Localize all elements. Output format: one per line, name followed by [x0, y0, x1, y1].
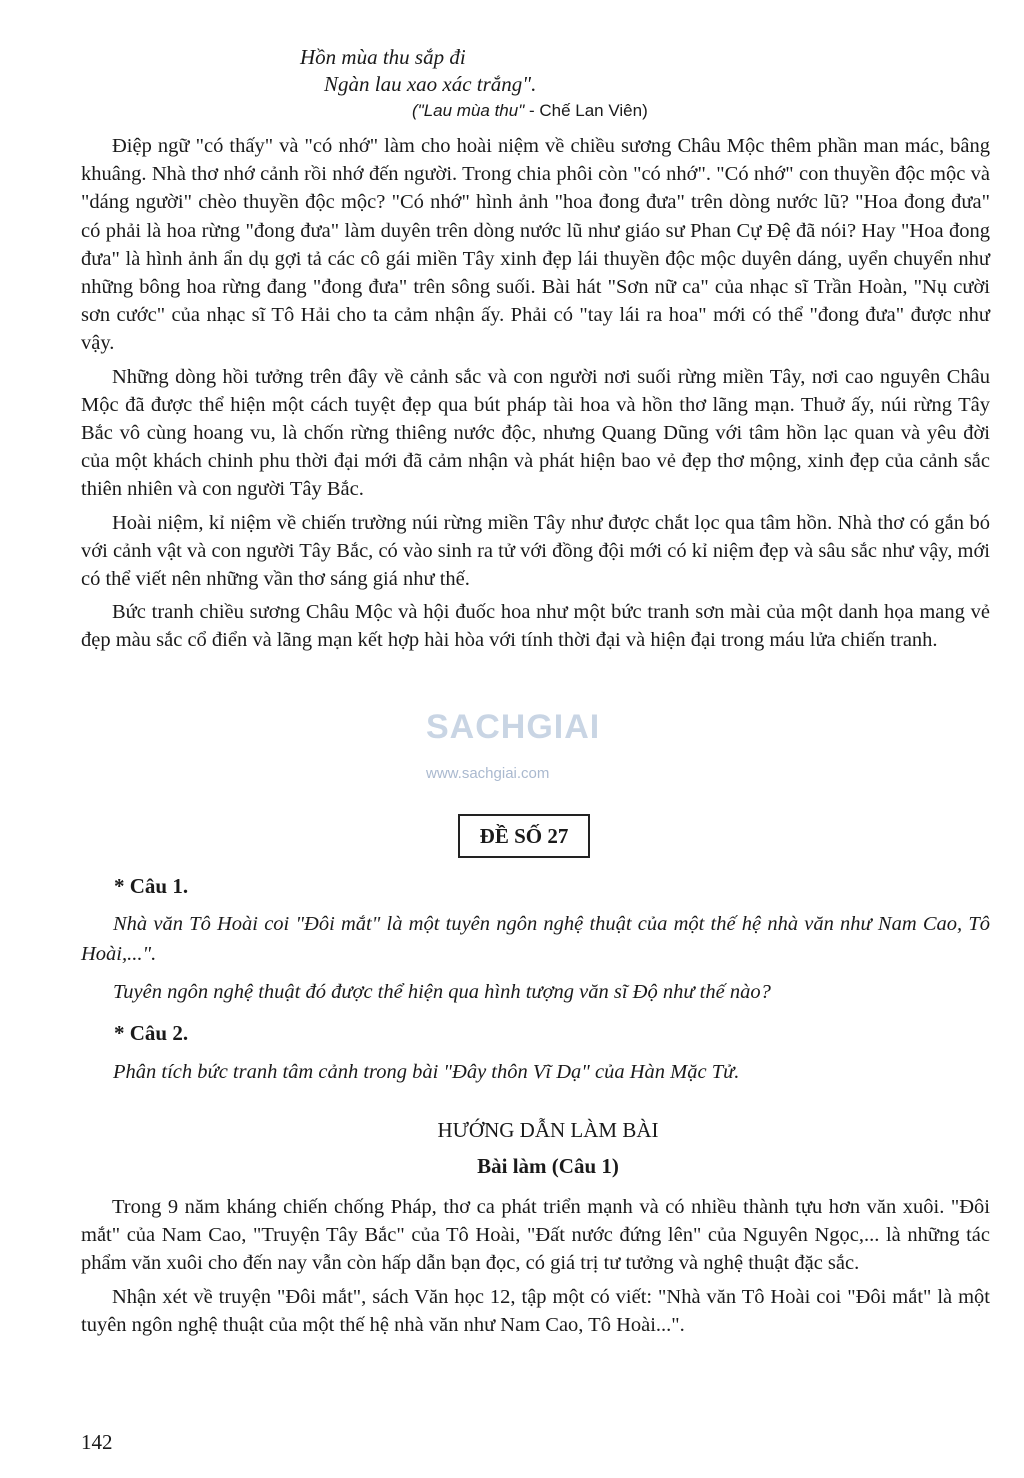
exam-title-box — [458, 814, 590, 858]
poem-citation — [412, 101, 648, 121]
question-2-label: * Câu 2. — [114, 1021, 189, 1045]
exam-title: ĐỀ SỐ 27 — [479, 823, 569, 848]
paragraph: Bức tranh chiều sương Châu Mộc và hội đuốc hoa như một bức tranh sơn mài của một danh họa mang vẻ đẹp màu sắc cổ điển và lãng mạn kết hợp hài hòa với tính thời đại và hiện đại trong máu lửa chiến tranh. — [81, 601, 990, 652]
paragraph: Nhận xét về truyện "Đôi mắt", sách Văn học 12, tập một có viết: "Nhà văn Tô Hoài coi "Đôi mắt" là một tuyên ngôn nghệ thuật của một thế hệ nhà văn như Nam Cao, Tô Hoài...". — [81, 1285, 990, 1336]
citation-author: - Chế Lan Viên) — [524, 101, 648, 120]
question-1-line-1: Nhà văn Tô Hoài coi "Đôi mắt" là một tuyên ngôn nghệ thuật của một thế hệ nhà văn như Nam Cao, Tô Hoài,...". — [81, 913, 990, 965]
paragraph: Hoài niệm, kỉ niệm về chiến trường núi rừng miền Tây như được chắt lọc qua tâm hồn. Nhà thơ có gắn bó với cảnh vật và con người Tây Bắc, có vào sinh ra tử với đồng đội mới có kỉ niệm đẹp và sâu sắc như vậy, mới có thể viết nên những vần thơ sáng giá như thế. — [81, 511, 990, 591]
guide-subheading: Bài làm (Câu 1) — [477, 1154, 619, 1178]
page-number: 142 — [81, 1430, 113, 1454]
watermark-logo: SACHGIAI — [426, 708, 601, 746]
question-1-line-2: Tuyên ngôn nghệ thuật đó được thể hiện qua hình tượng văn sĩ Độ như thế nào? — [113, 981, 771, 1003]
question-2-line: Phân tích bức tranh tâm cảnh trong bài "Đây thôn Vĩ Dạ" của Hàn Mặc Tử. — [113, 1061, 740, 1083]
question-1-text — [81, 909, 990, 1007]
citation-title: ("Lau mùa thu" — [412, 101, 525, 120]
paragraph: Những dòng hồi tưởng trên đây về cảnh sắc và con người nơi suối rừng miền Tây, nơi cao nguyên Châu Mộc đã được thể hiện một cách tuyệt đẹp qua bút pháp tài hoa và hồn thơ lãng mạn. Thuở ấy, núi rừng Tây Bắc vô cùng hoang vu, là chốn rừng thiêng nước độc, nhưng Quang Dũng với tâm hồn lạc quan và yêu đời của một khách chinh phu thời đại mới đã cảm nhận và phát hiện bao vẻ đẹp thơ mộng, xinh đẹp của cảnh sắc thiên nhiên và con người Tây Bắc. — [81, 365, 990, 501]
paragraph: Điệp ngữ "có thấy" và "có nhớ" làm cho hoài niệm về chiều sương Châu Mộc thêm phần man mác, bâng khuâng. Nhà thơ nhớ cảnh rồi nhớ đến người. Trong chia phôi còn "có nhớ". "Có nhớ" con thuyền độc mộc và "dáng người" chèo thuyền độc mộc? "Có nhớ" hình ảnh "hoa đong đưa" trên dòng nước lũ? "Hoa đong đưa" có phải là hoa rừng "đong đưa" làm duyên trên dòng nước lũ như giáo sư Phan Cự Đệ đã nói? Hay "Hoa đong đưa" là hình ảnh ẩn dụ gợi tả các cô gái miền Tây xinh đẹp lái thuyền độc mộc duyên dáng, uyển chuyển như những bông hoa rừng đang "đong đưa" trên sông suối. Bài hát "Sơn nữ ca" của nhạc sĩ Trần Hoàn, "Nụ cười sơn cước" của nhạc sĩ Tô Hải cho ta cảm nhận ấy. Phải có "tay lái ra hoa" mới có thể "đong đưa" được như vậy. — [81, 135, 990, 355]
watermark-url: www.sachgiai.com — [426, 765, 550, 782]
guide-heading: HƯỚNG DẪN LÀM BÀI — [437, 1118, 659, 1142]
poem-line-1: Hồn mùa thu sắp đi — [300, 45, 466, 69]
poem-quote — [300, 44, 536, 98]
poem-line-2: Ngàn lau xao xác trắng". — [324, 72, 537, 96]
answer-section — [81, 1193, 990, 1344]
question-2-text — [81, 1057, 990, 1087]
question-1-label: * Câu 1. — [114, 874, 189, 898]
paragraph: Trong 9 năm kháng chiến chống Pháp, thơ ca phát triển mạnh và có nhiều thành tựu hơn văn xuôi. "Đôi mắt" của Nam Cao, "Truyện Tây Bắc" của Tô Hoài, "Đất nước đứng lên" của Nguyên Ngọc,... là những tác phẩm văn xuôi cho đến nay vẫn còn hấp dẫn bạn đọc, có giá trị tư tưởng và nghệ thuật đặc sắc. — [81, 1196, 990, 1275]
analysis-section — [81, 132, 990, 660]
